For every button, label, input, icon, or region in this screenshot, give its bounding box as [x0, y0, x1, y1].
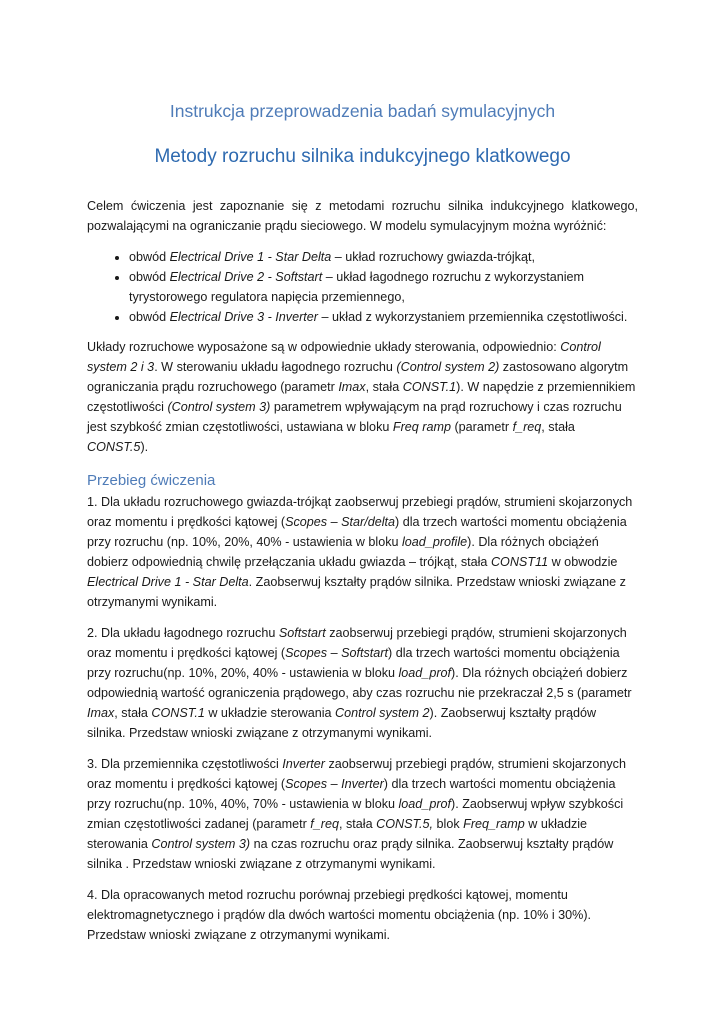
text-run: , stała — [114, 706, 152, 720]
text-run: , stała — [339, 817, 377, 831]
control-systems-paragraph — [87, 337, 638, 457]
text-run: w układzie sterowania — [204, 706, 336, 720]
text-run: obwód — [129, 270, 170, 284]
italic-run: CONST.1 — [402, 380, 457, 394]
text-run: ). W napędzie z przemiennikiem częstotliwości — [87, 380, 636, 414]
intro-paragraph — [87, 196, 638, 236]
italic-run: Control system 2 i 3 — [87, 340, 601, 374]
italic-run: CONST.1 — [151, 706, 205, 720]
text-run: na czas rozruchu oraz prądy silnika. Zaobserwuj kształty prądów silnika . Przedstaw wnioski związane z otrzymanymi wynikami. — [87, 837, 614, 871]
italic-run: load_profile — [402, 535, 468, 549]
italic-run: Scopes – Inverter — [285, 777, 384, 791]
text-run: 1. Dla układu rozruchowego gwiazda-trójkąt zaobserwuj przebiegi prądów, strumieni skojarzonych oraz momentu i prędkości kątowej ( — [87, 495, 633, 529]
italic-run: Electrical Drive 1 - Star Delta — [87, 575, 249, 589]
text-run: – układ z wykorzystaniem przemiennika częstotliwości. — [318, 310, 628, 324]
italic-run: f_req — [512, 420, 542, 434]
italic-run: Scopes – Softstart — [285, 646, 388, 660]
text-run: , stała — [365, 380, 403, 394]
text-run: zastosowano algorytm ograniczania prądu rozruchowego (parametr — [87, 360, 629, 394]
exercise-step-3 — [87, 754, 638, 874]
text-run: Układy rozruchowe wyposażone są w odpowiednie układy sterowania, odpowiednio: — [87, 340, 561, 354]
drive-list-item-star-delta — [129, 247, 638, 267]
exercise-step-1 — [87, 492, 638, 612]
exercise-step-2 — [87, 623, 638, 743]
drive-list-item-inverter — [129, 307, 638, 327]
text-run: ) dla trzech wartości momentu obciążenia przy rozruchu(np. 10%, 40%, 70% - ustawienia w bloku — [87, 777, 616, 811]
drive-list — [87, 247, 638, 327]
text-run: Celem ćwiczenia jest zapoznanie się z metodami rozruchu silnika indukcyjnego klatkowego, pozwalającymi na ograniczanie prądu sieciowego. W modelu symulacyjnym można wyróżnić: — [87, 199, 638, 233]
italic-run: CONST11 — [490, 555, 549, 569]
italic-run: Electrical Drive 2 - Softstart — [169, 270, 323, 284]
italic-run: (Control system 3) — [167, 400, 271, 414]
italic-run: load_prof — [398, 666, 452, 680]
document-subtitle: Metody rozruchu silnika indukcyjnego klatkowego — [154, 146, 571, 167]
italic-run: Control system 2 — [335, 706, 430, 720]
text-run: ). Zaobserwuj wpływ szybkości zmian częstotliwości zadanej (parametr — [87, 797, 624, 831]
text-run: , stała — [541, 420, 575, 434]
exercise-step-2-text — [87, 623, 638, 743]
italic-run: load_prof — [398, 797, 452, 811]
text-run: ) dla trzech wartości momentu obciążenia przy rozruchu (np. 10%, 20%, 40% - ustawienia w bloku — [87, 515, 627, 549]
text-run: ). Dla różnych obciążeń dobierz odpowiednią chwilę przełączania układu gwiazda – trójkąt, stała — [87, 535, 599, 569]
italic-run: Electrical Drive 1 - Star Delta — [169, 250, 332, 264]
italic-run: (Control system 2) — [396, 360, 500, 374]
text-run: – układ rozruchowy gwiazda-trójkąt, — [331, 250, 535, 264]
italic-run: CONST.5 — [87, 440, 141, 454]
text-run: 3. Dla przemiennika częstotliwości — [87, 757, 283, 771]
italic-run: Electrical Drive 3 - Inverter — [169, 310, 318, 324]
section-heading: Przebieg ćwiczenia — [87, 472, 216, 489]
text-run: – układ łagodnego rozruchu z wykorzystaniem tyrystorowego regulatora napięcia przemiennego, — [129, 270, 585, 304]
italic-run: Freq ramp — [392, 420, 451, 434]
exercise-step-4 — [87, 885, 638, 945]
text-run: ). — [140, 440, 149, 454]
text-run: zaobserwuj przebiegi prądów, strumieni skojarzonych oraz momentu i prędkości kątowej ( — [87, 626, 627, 660]
text-run: ) dla trzech wartości momentu obciążenia przy rozruchu(np. 10%, 20%, 40% - ustawienia w bloku — [87, 646, 620, 680]
italic-run: Freq_ramp — [463, 817, 525, 831]
italic-run: f_req — [310, 817, 339, 831]
text-run: parametrem wpływającym na prąd rozruchowy i czas rozruchu jest szybkość zmian częstotliwości, ustawiana w bloku — [87, 400, 622, 434]
text-run: (parametr — [450, 420, 513, 434]
text-run: . Zaobserwuj kształty prądów silnika. Przedstaw wnioski związane z otrzymanymi wynikami. — [87, 575, 626, 609]
text-run: 4. Dla opracowanych metod rozruchu porównaj przebiegi prędkości kątowej, momentu elektromagnetycznego i prądów dla dwóch wartości momentu obciążenia (np. 10% i 30%). Przedstaw wnioski związane z otrzymanymi wynikami. — [87, 888, 592, 942]
drive-list-item-softstart — [129, 267, 638, 307]
italic-run: Imax — [338, 380, 366, 394]
text-run: blok — [433, 817, 464, 831]
document-title: Instrukcja przeprowadzenia badań symulacyjnych — [169, 101, 556, 121]
italic-run: Softstart — [278, 626, 326, 640]
italic-run: Scopes – Star/delta — [285, 515, 396, 529]
text-run: obwód — [129, 250, 170, 264]
exercise-step-4-text — [87, 885, 638, 945]
text-run: obwód — [129, 310, 170, 324]
text-run: zaobserwuj przebiegi prądów, strumieni skojarzonych oraz momentu i prędkości kątowej ( — [87, 757, 626, 791]
text-run: w układzie sterowania — [87, 817, 588, 851]
exercise-step-3-text — [87, 754, 638, 874]
text-run: ). Dla różnych obciążeń dobierz odpowiednią wartość ograniczenia prądowego, aby czas rozruchu nie przekraczał 2,5 s (parametr — [87, 666, 632, 700]
text-run: ). Zaobserwuj kształty prądów silnika. Przedstaw wnioski związane z otrzymanymi wynikami. — [87, 706, 597, 740]
text-run: w obwodzie — [548, 555, 618, 569]
text-run: 2. Dla układu łagodnego rozruchu — [87, 626, 279, 640]
italic-run: Control system 3) — [151, 837, 251, 851]
italic-run: Inverter — [282, 757, 325, 771]
document-body — [87, 196, 638, 956]
text-run: . W sterowaniu układu łagodnego rozruchu — [154, 360, 397, 374]
italic-run: Imax — [87, 706, 115, 720]
italic-run: CONST.5, — [376, 817, 434, 831]
exercise-step-1-text — [87, 492, 638, 612]
